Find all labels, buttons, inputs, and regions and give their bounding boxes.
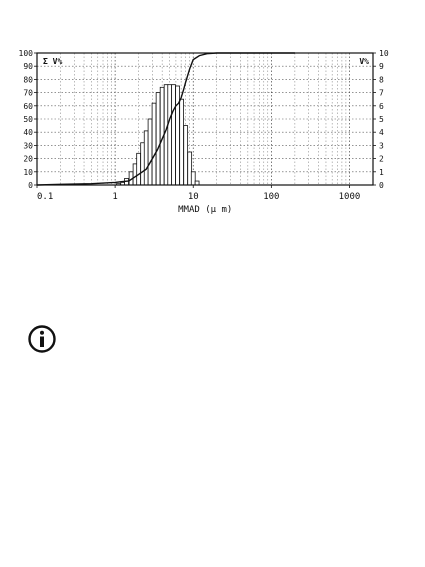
x-tick-label: 10 — [187, 192, 199, 202]
y-left-tick-label: 70 — [23, 88, 33, 98]
x-tick-label: 100 — [263, 192, 280, 202]
y-right-tick-label: 8 — [379, 75, 384, 85]
y-left-tick-label: 10 — [23, 167, 33, 177]
x-tick-label: 0.1 — [37, 192, 54, 202]
y-right-tick-label: 2 — [379, 154, 384, 164]
y-right-tick-label: 10 — [379, 49, 389, 58]
info-icon — [27, 324, 57, 354]
y-right-tick-label: 1 — [379, 167, 384, 177]
chart-grid — [37, 53, 373, 185]
y-right-tick-label: 5 — [379, 115, 384, 124]
x-tick-label: 1000 — [338, 192, 361, 202]
y-right-tick-label: 4 — [379, 128, 384, 138]
x-axis-label: MMAD (µ m) — [178, 205, 233, 215]
y-right-tick-label: 6 — [379, 101, 384, 111]
y-left-tick-label: 20 — [23, 154, 33, 164]
histogram-bar — [184, 126, 188, 185]
histogram-bar — [176, 86, 180, 185]
chart-bars — [116, 85, 199, 185]
y-left-tick-label: 90 — [23, 62, 33, 72]
y-right-tick-label: 7 — [379, 88, 384, 98]
histogram-bar — [137, 153, 141, 185]
histogram-bar — [144, 131, 148, 185]
y-left-tick-label: 40 — [23, 128, 33, 138]
x-tick-label: 1 — [112, 192, 118, 202]
y-left-tick-label: 0 — [28, 181, 33, 190]
histogram-bar — [191, 172, 195, 185]
y-left-tick-label: 50 — [23, 115, 33, 124]
histogram-bar — [148, 119, 152, 185]
histogram-bar — [152, 103, 156, 185]
y-right-tick-label: 0 — [379, 181, 384, 190]
histogram-bar — [168, 85, 172, 185]
histogram-bar — [180, 99, 184, 185]
y-left-tick-label: 60 — [23, 101, 33, 111]
y-right-tick-label: 9 — [379, 62, 384, 72]
y-left-tick-label: 100 — [18, 49, 33, 58]
y-right-tick-label: 3 — [379, 141, 384, 151]
histogram-bar — [172, 85, 176, 185]
y-axis-left-label: Σ V% — [43, 57, 63, 66]
y-axis-right-label: V% — [359, 57, 369, 66]
y-left-tick-label: 80 — [23, 75, 33, 85]
y-left-tick-label: 30 — [23, 141, 33, 151]
histogram-bar — [156, 93, 160, 185]
